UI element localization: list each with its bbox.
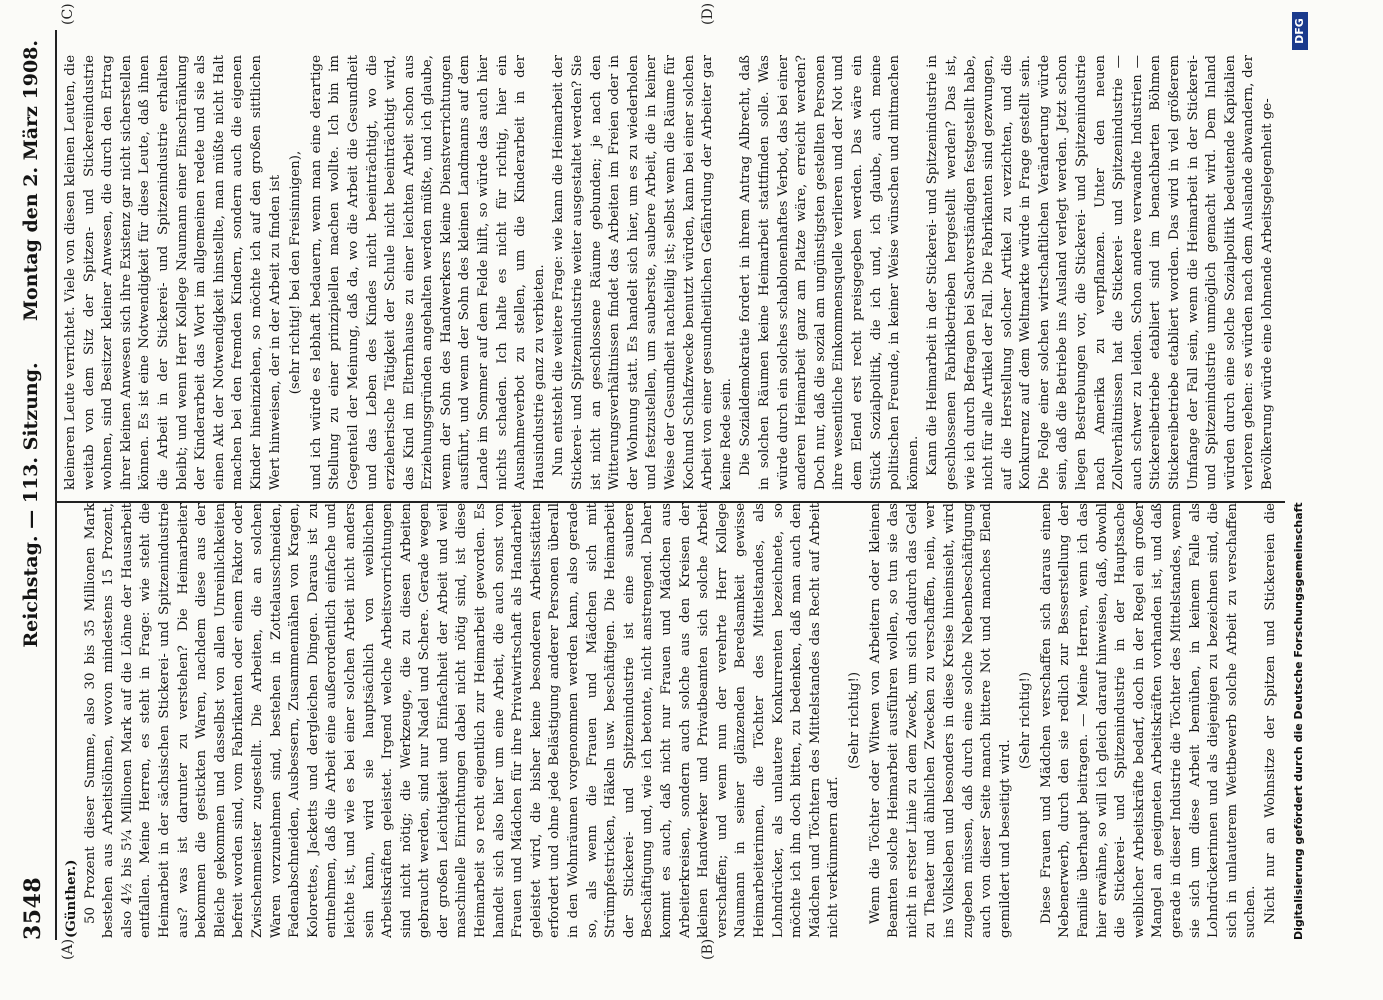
paragraph: kleineren Leute verrichtet. Viele von diesen kleinen Leuten, die weitab von dem Sitz der Spitzen- und Stickereiindustrie wohnen, sind Besitzer kleiner Anwesen, die durch den Ertrag ihrer kleinen Anwesen sich ihre Existenz gar nicht sicherstellen können. Es ist eine Notwendigkeit für diese Leute, daß ihnen die Arbeit in der Stickerei- und Spitzenindustrie erhalten bleibt; und wenn Herr Kollege Naumann einer Einschränkung der Kinderarbeit das Wort im allgemeinen redete und sie als einen Akt der Notwendigkeit hinstellte, man müßte nicht Halt machen bei den fremden Kindern, sondern auch die eigenen Kinder hineinziehen, so möchte ich auf den großen sittlichen Wert hinweisen, der in der Arbeit zu finden ist <box>63 55 283 490</box>
digitization-credit: Digitalisierung gefördert durch die Deutsche Forschungsgemeinschaft <box>1292 502 1305 940</box>
session-date: Montag den 2. März 1908. <box>20 40 42 322</box>
paragraph: Wenn die Töchter oder Witwen von Arbeitern oder kleinen Beamten solche Heimarbeit ausführen wollen, so tun sie das nicht in erster Linie zu dem Zweck, um sich dadurch das Geld zu Theater und ähnlichen Zwecken zu verschaffen, nein, wer ins Volksleben und besonders in diese Kreise hineinsieht, wird zugeben müssen, daß durch eine solche Nebenbeschäftigung auch von dieser Seite manch bittere Not und manches Elend gemildert und beseitigt wird. <box>867 503 1013 938</box>
left-column <box>62 503 1282 938</box>
header-rule <box>55 30 57 940</box>
paragraph: und ich würde es lebhaft bedauern, wenn man eine derartige Stellung zu einer prinzipiellen machen wollte. Ich bin im Gegenteil der Meinung, daß da, wo die Arbeit die Gesundheit und das Leben des Kindes nicht beeinträchtigt, wo die erzieherische Tätigkeit der Schule nicht beeinträchtigt wird, das Kind im Elternhause zu einer leichten Arbeit schon aus Erziehungsgründen angehalten werden müßte, und ich glaube, wenn der Sohn des Handwerkers kleine Dienstverrichtungen ausführt, und wenn der Sohn des kleinen Landmanns auf dem Lande im Sommer auf dem Felde hilft, so würde das auch hier nichts schaden. Ich halte es nicht für richtig, hier ein Ausnahmeverbot zu stellen, um die Kinderarbeit in der Hausindustrie ganz zu verbieten. <box>308 55 547 490</box>
session-title: Reichstag. — 113. Sitzung. <box>20 362 42 648</box>
digitization-footer <box>1292 18 1352 940</box>
interjection: (sehr richtig! bei den Freisinnigen), <box>288 150 304 395</box>
paragraph: Nicht nur an Wohnsitze der Spitzen und Stickereien die <box>1263 503 1278 924</box>
margin-marker-c: (C) <box>60 3 76 25</box>
interjection: (Sehr richtig!) <box>1018 671 1034 770</box>
margin-marker-a: (A) <box>60 938 76 960</box>
paragraph: Nun entsteht die weitere Frage: wie kann die Heimarbeit der Stickerei- und Spitzenindustrie weiter ausgestaltet werden? Sie ist nicht an geschlossene Räume gebunden; je nach den Witterungsverhältnissen findet das Arbeiten im Freien oder in der Wohnung statt. Es handelt sich hier, um es zu wiederholen und festzustellen, um sauberste, saubere Arbeit, die in keiner Weise der Gesundheit nachteilig ist; selbst wenn die Räume für Kochund Schlafzwecke benutzt würden, kann bei einer solchen Arbeit von einer gesundheitlichen Gefährdung der Arbeiter gar keine Rede sein. <box>551 55 734 490</box>
margin-marker-d: (D) <box>700 2 716 25</box>
paragraph: Die Sozialdemokratie fordert in ihrem Antrag Albrecht, daß in solchen Räumen keine Heimarbeit stattfinden solle. Was würde durch ein solches schablonenhaftes Verbot, das bei einer anderen Heimarbeit ganz am Platze wäre, erreicht werden? Doch nur, daß die sozial am ungünstigsten gestellten Personen ihre wesentliche Einkommensquelle verlieren und der Not und dem Elend erst recht preisgegeben werden. Das wäre ein Stück Sozialpolitik, die ich und, ich glaube, auch meine politischen Freunde, in keiner Weise wünschen und mitmachen können. <box>738 55 921 490</box>
right-column <box>62 55 1282 490</box>
interjection: (Sehr richtig!) <box>846 671 862 770</box>
speaker-name: (Günther.) <box>63 859 79 938</box>
paragraph: Diese Frauen und Mädchen verschaffen sich daraus einen Nebenerwerb, durch den sie redlich zur Besserstellung der Familie überhaupt beitragen. — Meine Herren, wenn ich das hier erwähne, so will ich gleich darauf hinweisen, daß, obwohl die Stickerei- und Spitzenindustrie in der Hauptsache weiblicher Arbeitskräfte bedarf, doch in der Regel ein großer Mangel an geeigneten Arbeitskräften vorhanden ist, und daß gerade in dieser Industrie die Töchter des Mittelstandes, wenn sie sich um diese Arbeit bemühen, in keinem Falle als Lohndrückerinnen und als diejenigen zu bezeichnen sind, die sich in unlauterem Wettbewerb solche Arbeit zu verschaffen suchen. <box>1038 503 1259 938</box>
dfg-logo: DFG <box>1292 12 1308 50</box>
paragraph: 50 Prozent dieser Summe, also 30 bis 35 Millionen Mark bestehen aus Arbeitslöhnen, wovon mindestens 15 Prozent, also 4½ bis 5¼ Millionen Mark auf die Löhne der Hausarbeit entfallen. Meine Herren, es steht in Frage: wie steht die Heimarbeit in der sächsischen Stickerei- und Spitzenindustrie aus? was ist darunter zu verstehen? Die Heimarbeiter bekommen die gestickten Waren, nachdem diese aus der Bleiche gekommen und dasselbst von allen Unreinlichkeiten befreit worden sind, vom Fabrikanten oder einem Faktor oder Zwischenmeister zugestellt. Die Arbeiten, die an solchen Waren vorzunehmen sind, bestehen in Zottelausschneiden, Fadenabschneiden, Ausbessern, Zusammennähen von Kragen, Kolorettes, Jacketts und dergleichen Dingen. Daraus ist zu entnehmen, daß die Arbeit eine außerordentlich einfache und leichte ist, und wie es bei einer solchen Arbeit nicht anders sein kann, wird sie hauptsächlich von weiblichen Arbeitskräften geleistet. Irgend welche Arbeitsvorrichtungen sind nicht nötig; die Werkzeuge, die zu diesen Arbeiten gebraucht werden, sind nur Nadel und Schere. Gerade wegen der großen Leichtigkeit und Einfachheit der Arbeit und weil maschinelle Einrichtungen dabei nicht nötig sind, ist diese Heimarbeit so recht eigentlich zur Heimarbeit geworden. Es handelt sich also hier um eine Arbeit, die auch sonst von Frauen und Mädchen für ihre Privatwirtschaft als Handarbeit geleistet wird, die bisher keine besonderen Arbeitsstätten erfordert und ohne jede Belästigung anderer Personen überall in den Wohnräumen vorgenommen werden kann, also gerade so, als wenn die Frauen und Mädchen sich mit Strümpfestricken, Häkeln usw. beschäftigen. Die Heimarbeit der Stickerei- und Spitzenindustrie ist eine saubere Beschäftigung und, wie ich betonte, nicht anstrengend. Daher kommt es auch, daß nicht nur Frauen und Mädchen aus Arbeiterkreisen, sondern auch solche aus den Kreisen der kleinen Handwerker und Privatbeamten sich solche Arbeit verschaffen; und wenn nun der verehrte Herr Kollege Naumann in seiner glänzenden Beredsamkeit gewisse Heimarbeiterinnen, die Töchter des Mittelstandes, als Lohndrücker, als unlautere Konkurrenten bezeichnete, so möchte ich ihn doch bitten, zu bedenken, daß man auch den Mädchen und Töchtern des Mittelstandes das Recht auf Arbeit nicht verkümmern darf. <box>82 503 842 938</box>
margin-marker-b: (B) <box>700 938 716 960</box>
page-header <box>0 0 70 1000</box>
page-number: 3548 <box>20 876 46 940</box>
paragraph: Kann die Heimarbeit in der Stickerei- und Spitzenindustrie in geschlossenen Fabrikbetrieben hergestellt werden? Das ist, wie ich durch Befragen bei Sachverständigen festgestellt habe, nicht für alle Artikel der Fall. Die Fabrikanten sind gezwungen, auf die Herstellung solcher Artikel zu verzichten, und die Konkurrenz auf dem Weltmarkte würde in Frage gestellt sein. Die Folge einer solchen wirtschaftlichen Veränderung würde sein, daß die Betriebe ins Ausland verlegt werden. Jetzt schon liegen Bestrebungen vor, die Stickerei- und Spitzenindustrie nach Amerika zu verpflanzen. Unter den neuen Zollverhältnissen hat die Stickerei- und Spitzenindustrie — auch schwer zu leiden. Schon andere verwandte Industrien — Stickereibetriebe etabliert sind im benachbarten Böhmen Stickereibetriebe etabliert worden. Das wird in viel größerem Umfange der Fall sein, wenn die Heimarbeit in der Stickerei- und Spitzenindustrie unmöglich gemacht wird. Dem Inland würden durch eine solche Sozialpolitik bedeutende Kapitalien verloren gehen: es würden nach dem Auslande abwandern, der Bevölkerung würde eine lohnende Arbeitsgelegenheit ge- <box>925 55 1275 490</box>
